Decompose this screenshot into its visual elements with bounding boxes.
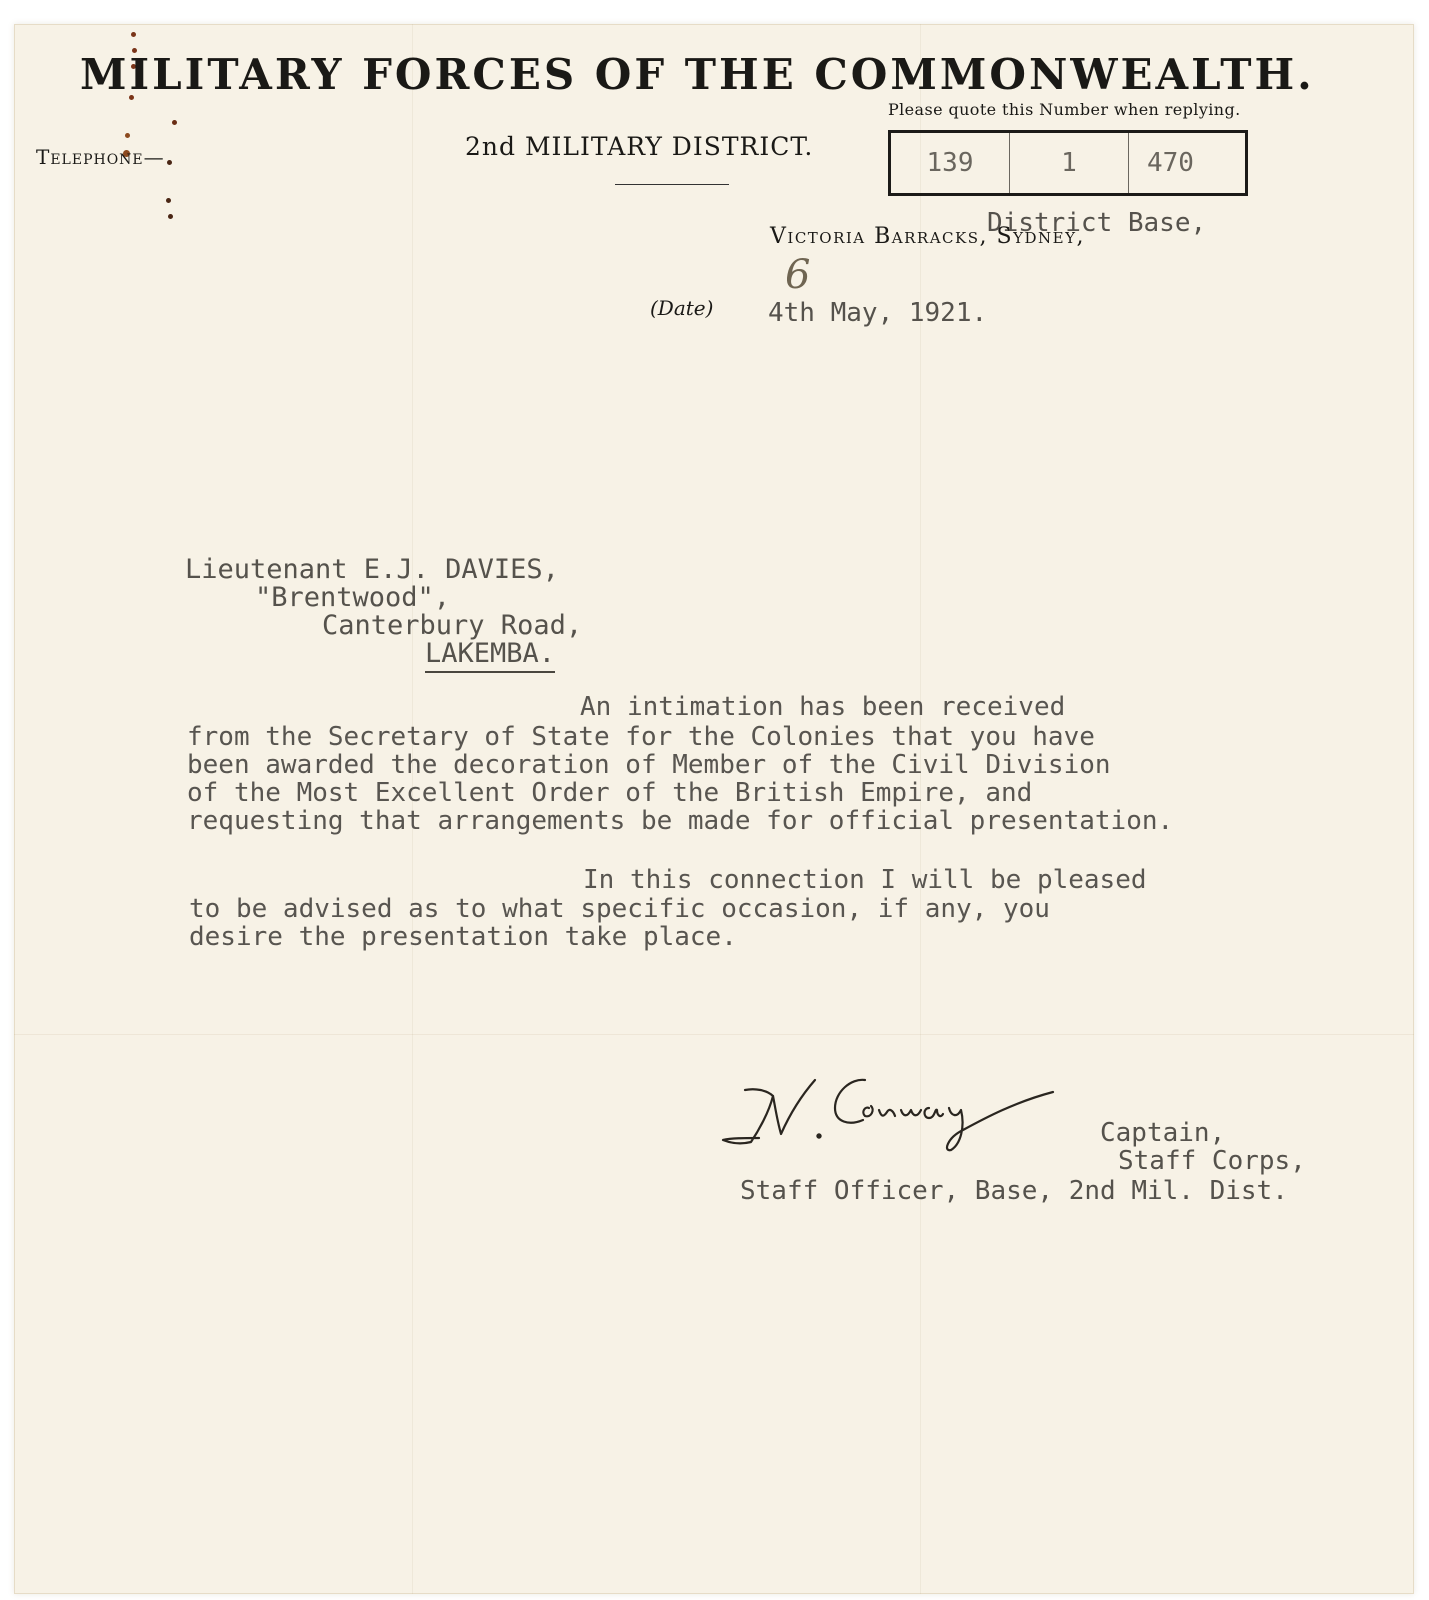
recipient-line: [425, 638, 555, 669]
reference-number-part-2: 1: [1010, 133, 1129, 193]
quote-instruction: Please quote this Number when replying.: [888, 100, 1241, 119]
letterhead-title: [80, 50, 1315, 99]
signatory-rank: Captain,: [1100, 1118, 1226, 1148]
letterhead-title-text: MILITARY FORCES OF THE COMMONWEALTH.: [80, 50, 1315, 99]
body-line: requesting that arrangements be made for official presentation.: [187, 806, 1174, 836]
recipient-line: Lieutenant E.J. DAVIES,: [185, 554, 559, 585]
signatory-corps: Staff Corps,: [1118, 1146, 1306, 1176]
divider: [615, 184, 729, 185]
fold-line: [14, 1034, 1414, 1035]
reference-number-part-1: 139: [891, 133, 1010, 193]
body-line: been awarded the decoration of Member of the Civil Division: [187, 750, 1111, 780]
body-line: desire the presentation take place.: [189, 922, 737, 952]
address-typed-overstrike: District Base,: [987, 208, 1207, 238]
date-label: (Date): [650, 296, 714, 320]
body-line: from the Secretary of State for the Colonies that you have: [187, 722, 1095, 752]
address-printed: Victoria Barracks, Sydney,: [770, 224, 1085, 249]
recipient-town: LAKEMBA.: [425, 638, 555, 673]
body-line: In this connection I will be pleased: [583, 865, 1147, 895]
telephone-label: Telephone—: [36, 145, 165, 169]
recipient-line: "Brentwood",: [255, 582, 451, 613]
body-line: of the Most Excellent Order of the British Empire, and: [187, 778, 1033, 808]
handwritten-signature: [715, 1050, 1095, 1160]
body-line: An intimation has been received: [580, 692, 1066, 722]
signed-name-text: [0, 0, 1, 1]
body-line: to be advised as to what specific occasion, if any, you: [189, 894, 1050, 924]
reference-number-part-3: 470: [1147, 148, 1194, 178]
signatory-position: Staff Officer, Base, 2nd Mil. Dist.: [740, 1176, 1288, 1206]
reference-number-box: [888, 130, 1248, 196]
district-heading: 2nd MILITARY DISTRICT.: [465, 132, 814, 161]
handwritten-day-correction: 6: [785, 252, 811, 298]
recipient-line: Canterbury Road,: [322, 610, 583, 641]
letter-date: 4th May, 1921.: [768, 298, 988, 328]
